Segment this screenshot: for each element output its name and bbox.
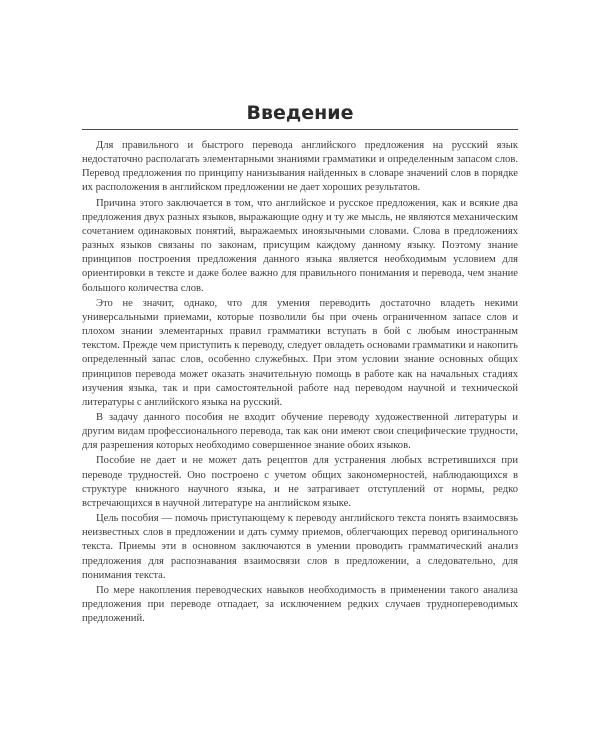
paragraph-1: Для правильного и быстрого перевода английского предложения на русский язык недостаточно располагать элементарными знаниями грамматики и определенным запасом слов. Перевод предложения по принципу нанизывания найденных в словаре значений слов в порядке их расположения в английском предложении не дает хороших результатов. xyxy=(82,140,518,194)
paragraph-2: Причина этого заключается в том, что английское и русское предложения, как и всякие два предложения двух разных языков, выражающие одну и ту же мысль, не являются механическим сочетанием одинаковых понятий, выражаемых иноязычными словами. Слова в предложениях разных языков связаны по законам, присущим каждому данному языку. Поэтому знание принципов построения предложения данного языка является необходимым условием для ориентировки в тексте и даже более важно для правильного понимания и перевода, чем знание большого количества слов. xyxy=(82,197,518,294)
paragraph-3: Это не значит, однако, что для умения переводить достаточно владеть некими универсальными приемами, которые позволили бы при очень ограниченном запасе слов и плохом знании элементарных правил грамматики вступать в бой с любым иностранным текстом. Прежде чем приступить к переводу, следует овладеть основами грамматики и накопить определенный запас слов, особенно служебных. При этом условии знание основных общих принципов перевода может оказать значительную помощь в работе как на начальных стадиях изучения языка, так и при самостоятельной работе над переводом научной и технической литературы с английского языка на русский. xyxy=(82,297,518,408)
body-text xyxy=(82,139,518,626)
paragraph-7: По мере накопления переводческих навыков необходимость в применении такого анализа предложения при переводе отпадает, за исключением редких случаев труднопереводимых предложений. xyxy=(82,584,518,625)
title-underline xyxy=(82,129,518,130)
paragraph-6: Цель пособия — помочь приступающему к переводу английского текста понять взаимосвязь неизвестных слов в предложении и дать сумму приемов, облегчающих перевод оригинального текста. Приемы эти в основном заключаются в умении проводить грамматический анализ предложения для распознавания взаимосвязи слов в предложении, а следовательно, для понимания текста. xyxy=(82,513,518,581)
paragraph-5: Пособие не дает и не может дать рецептов для устранения любых встретившихся при переводе трудностей. Оно построено с учетом общих закономерностей, наблюдающихся в структуре книжного научного языка, и не затрагивает отступлений от нормы, редко встречающихся в научной литературе на английском языке. xyxy=(82,455,518,509)
paragraph-4: В задачу данного пособия не входит обучение переводу художественной литературы и другим видам профессионального перевода, так как они имеют свои специфические трудности, для разрешения которых необходимо совершенное знание обоих языков. xyxy=(82,411,518,452)
chapter-header xyxy=(82,100,518,130)
chapter-title: Введение xyxy=(246,102,354,124)
